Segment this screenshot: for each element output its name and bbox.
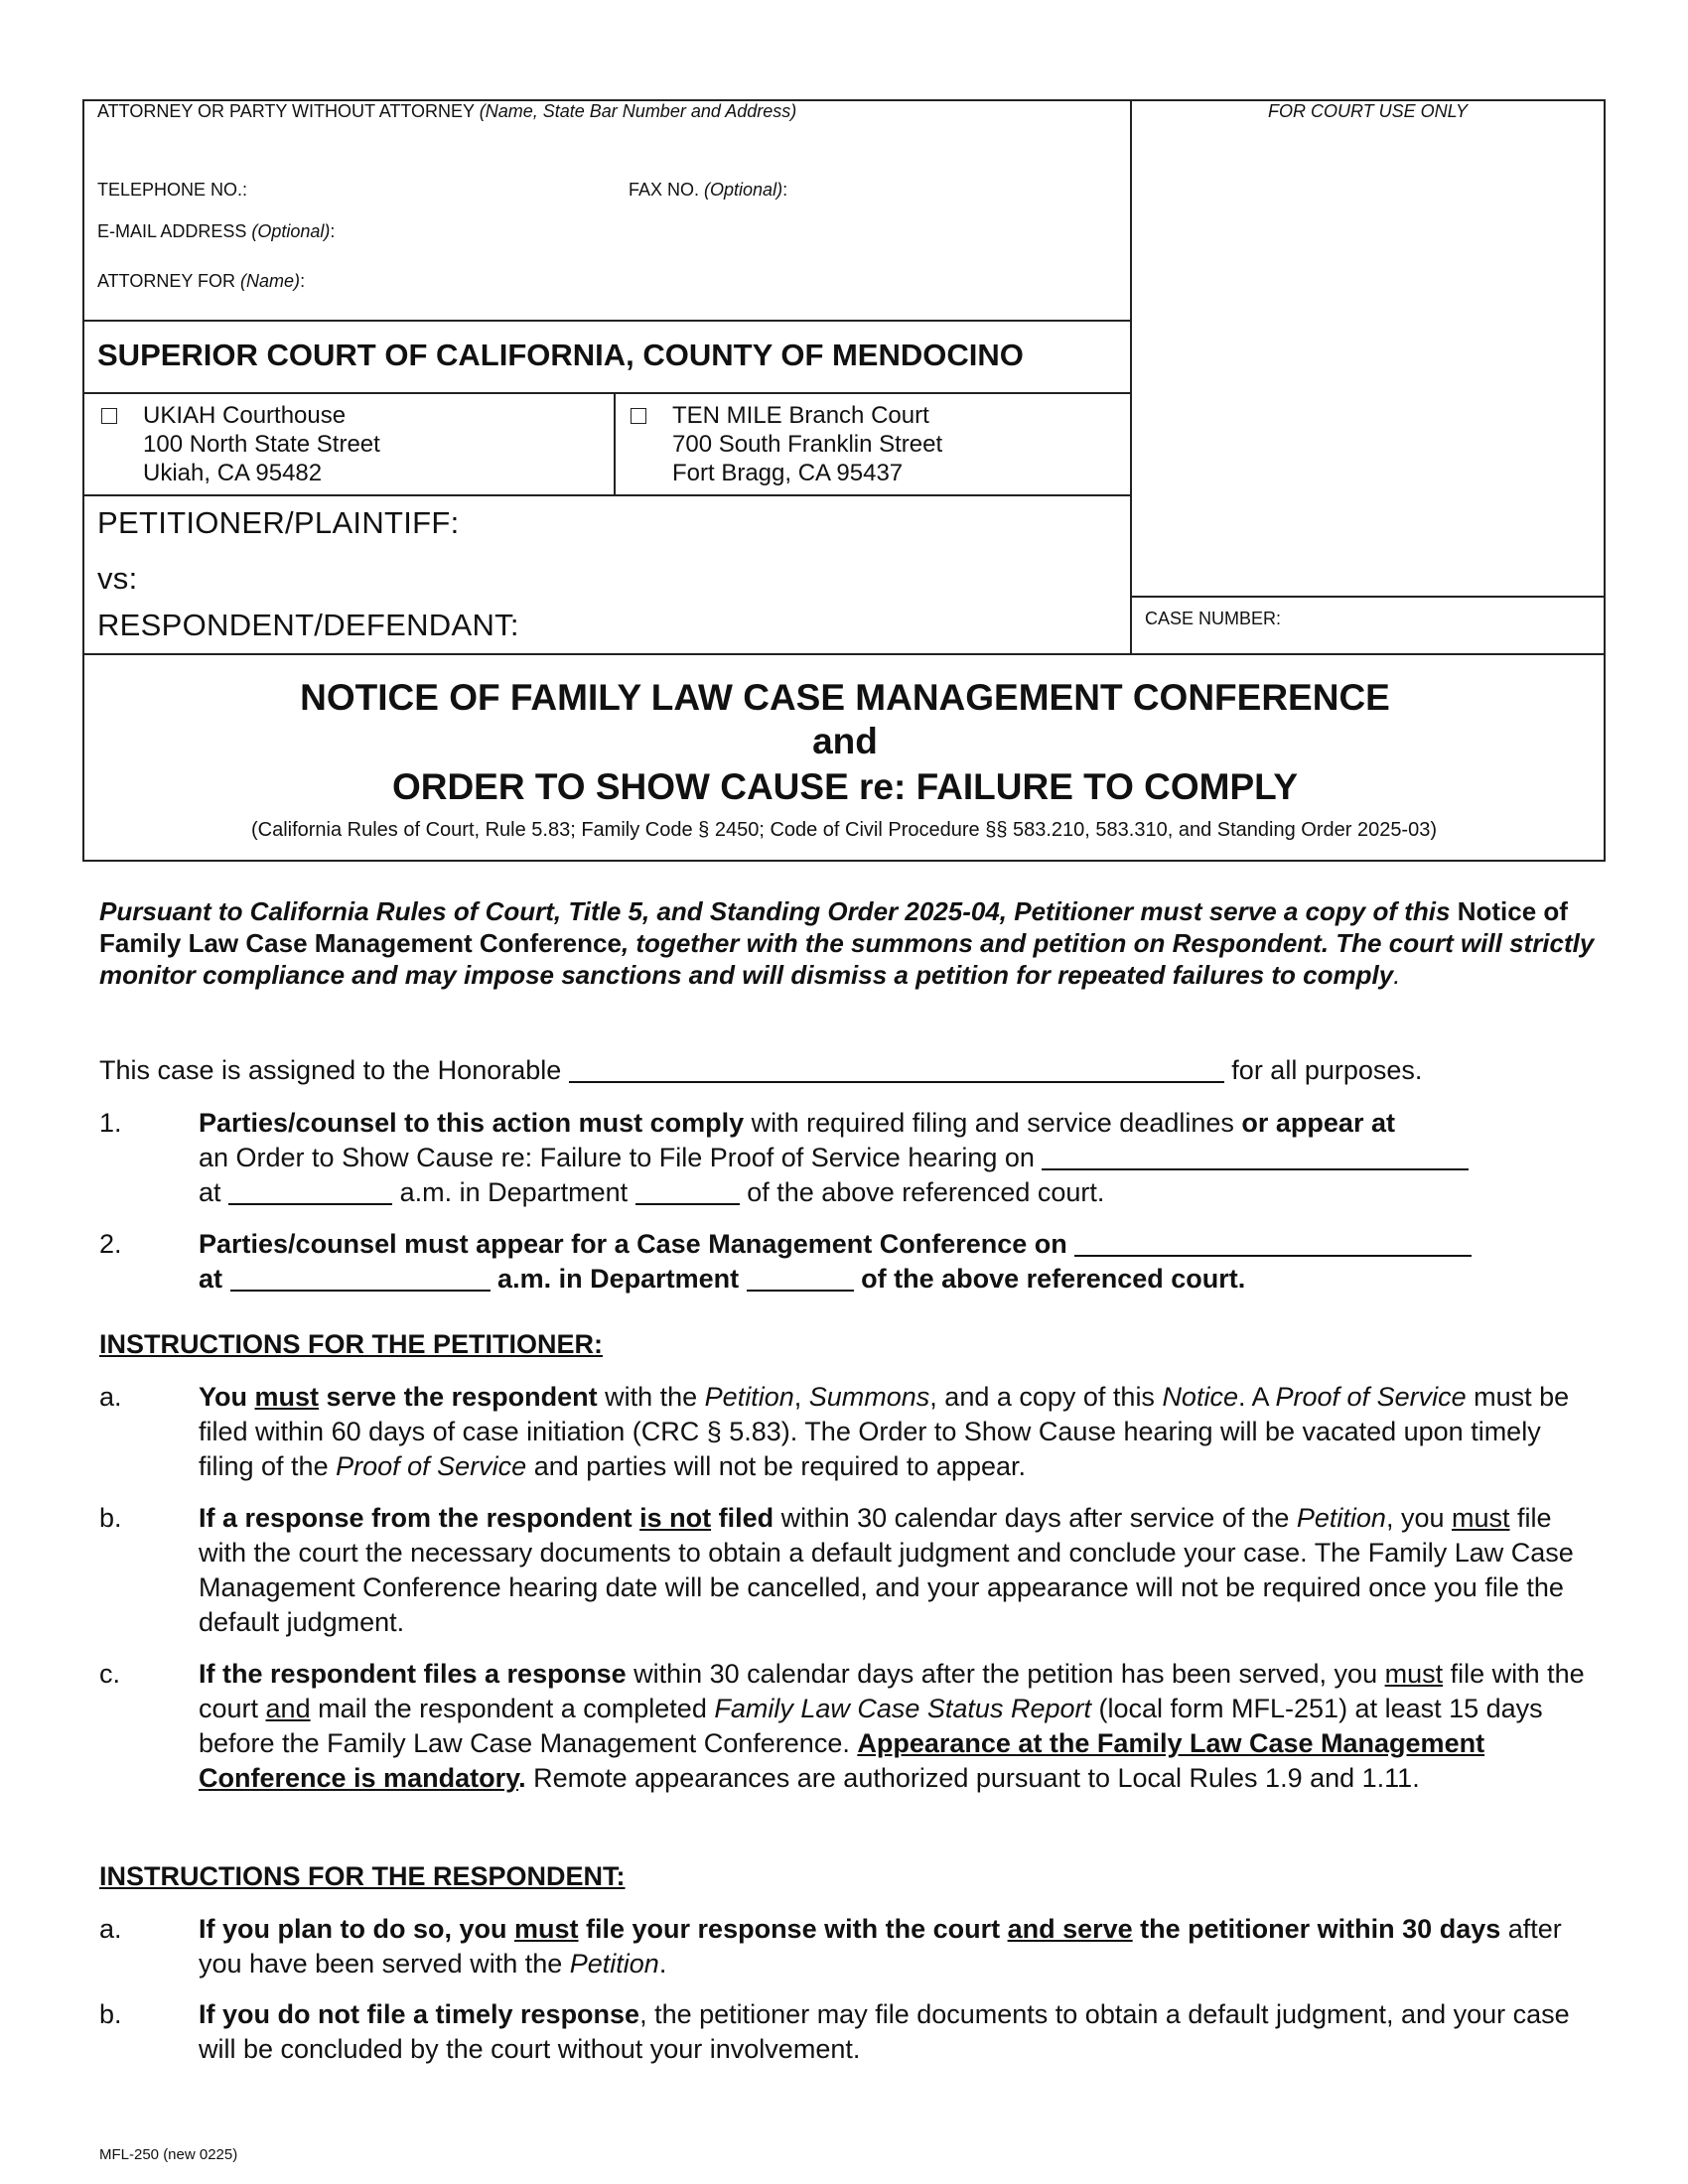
case-number-label: CASE NUMBER: — [1145, 609, 1282, 628]
respondent-heading: INSTRUCTIONS FOR THE RESPONDENT: — [99, 1861, 626, 1891]
title-line3: ORDER TO SHOW CAUSE re: FAILURE TO COMPLY — [391, 766, 1299, 807]
attorney-divider — [82, 320, 1130, 322]
courthouse-city: Ukiah, CA 95482 — [143, 460, 323, 486]
form-id: MFL-250 (new 0225) — [99, 2146, 238, 2163]
case-number-divider — [1130, 596, 1606, 598]
judge-name-blank[interactable] — [569, 1055, 1224, 1083]
item-1: Parties/counsel to this action must comply with required filing and service deadlines or appear at an Order to Show Cause re: Failure to File Proof of Service hearing on at a.m. in Department of the above referenced court. — [199, 1106, 1609, 1210]
courthouse-street: 100 North State Street — [143, 431, 380, 458]
courthouse-tenmile — [631, 401, 943, 486]
ukiah-checkbox[interactable] — [101, 408, 117, 424]
item-1-number: 1. — [99, 1108, 122, 1138]
petitioner-heading: INSTRUCTIONS FOR THE PETITIONER: — [99, 1329, 604, 1359]
resp-b-text: If you do not file a timely response, the petitioner may file documents to obtain a default judgment, and your case will be concluded by the court without your involvement. — [199, 1999, 1570, 2064]
pet-c-text: If the respondent files a response within 30 calendar days after the petition has been served, you must file with the court and mail the respondent a completed Family Law Case Status Report (local form MFL-251) at least 15 days before the Family Law Case Management Conference. Appearance at the Family Law Case Management Conference is mandatory. Remote appearances are authorized pursuant to Local Rules 1.9 and 1.11. — [199, 1659, 1585, 1793]
attorney-label: ATTORNEY OR PARTY WITHOUT ATTORNEY (Name, State Bar Number and Address) — [97, 101, 797, 121]
respondent-label: RESPONDENT/DEFENDANT: — [97, 608, 519, 642]
resp-b-letter: b. — [99, 1999, 122, 2029]
caption-box — [82, 99, 1606, 655]
pet-a-text: You must serve the respondent with the Petition, Summons, and a copy of this Notice. A Proof of Service must be filed within 60 days of case initiation (CRC § 5.83). The Order to Show Cause hearing will be vacated upon timely filing of the Proof of Service and parties will not be required to appear. — [199, 1382, 1570, 1481]
courthouse-divider — [614, 392, 616, 494]
resp-a-letter: a. — [99, 1914, 122, 1944]
courthouse-city: Fort Bragg, CA 95437 — [672, 460, 904, 486]
cmc-department-blank[interactable] — [747, 1264, 854, 1292]
pet-a-letter: a. — [99, 1382, 122, 1412]
cmc-date-blank[interactable] — [1074, 1229, 1472, 1257]
pet-b-text: If a response from the respondent is not filed within 30 calendar days after service of the Petition, you must file with the court the necessary documents to obtain a default judgment and conclude your case. The Family Law Case Management Conference hearing date will be cancelled, and your appearance will not be required once you file the default judgment. — [199, 1503, 1574, 1637]
email-label: E-MAIL ADDRESS (Optional): — [97, 221, 336, 241]
courthouse-bottom-divider — [82, 494, 1130, 496]
attorney-for-label: ATTORNEY FOR (Name): — [97, 271, 306, 291]
cmc-time-blank[interactable] — [230, 1264, 491, 1292]
title-line2: and — [812, 721, 878, 761]
resp-a-text: If you plan to do so, you must file your response with the court and serve the petitioner within 30 days after you have been served with the Petition. — [199, 1914, 1562, 1979]
assignment-line: This case is assigned to the Honorable for all purposes. — [99, 1055, 1423, 1085]
courthouse-street: 700 South Franklin Street — [672, 431, 943, 458]
title-citation: (California Rules of Court, Rule 5.83; Family Code § 2450; Code of Civil Procedure §§ 583.210, 583.310, and Standing Order 2025-03) — [250, 819, 1438, 841]
telephone-label: TELEPHONE NO.: — [97, 180, 248, 200]
intro-paragraph: Pursuant to California Rules of Court, Title 5, and Standing Order 2025-04, Petitioner must serve a copy of this Notice of Family Law Case Management Conference, together with the summons and petition on Respondent. The court will strictly monitor compliance and may impose sanctions and will dismiss a petition for repeated failures to comply. — [99, 896, 1595, 990]
pet-b-letter: b. — [99, 1503, 122, 1533]
item-2: Parties/counsel must appear for a Case Management Conference on at a.m. in Department of the above referenced court. — [199, 1227, 1609, 1297]
vs-label: vs: — [97, 561, 138, 596]
osc-date-blank[interactable] — [1042, 1143, 1469, 1170]
tenmile-checkbox[interactable] — [631, 408, 646, 424]
courthouse-name: UKIAH Courthouse — [143, 402, 347, 429]
item-2-number: 2. — [99, 1229, 122, 1259]
courthouse-name: TEN MILE Branch Court — [672, 402, 929, 429]
court-use-divider — [1130, 99, 1132, 655]
court-name: SUPERIOR COURT OF CALIFORNIA, COUNTY OF MENDOCINO — [97, 338, 1024, 372]
fax-label: FAX NO. (Optional): — [629, 180, 788, 200]
petitioner-label: PETITIONER/PLAINTIFF: — [97, 505, 460, 540]
court-use-label: FOR COURT USE ONLY — [1267, 101, 1469, 121]
osc-time-blank[interactable] — [228, 1177, 392, 1205]
pet-c-letter: c. — [99, 1659, 121, 1689]
courthouse-ukiah — [101, 401, 380, 486]
osc-department-blank[interactable] — [635, 1177, 740, 1205]
title-line1: NOTICE OF FAMILY LAW CASE MANAGEMENT CONFERENCE — [300, 677, 1390, 718]
court-name-divider — [82, 392, 1130, 394]
